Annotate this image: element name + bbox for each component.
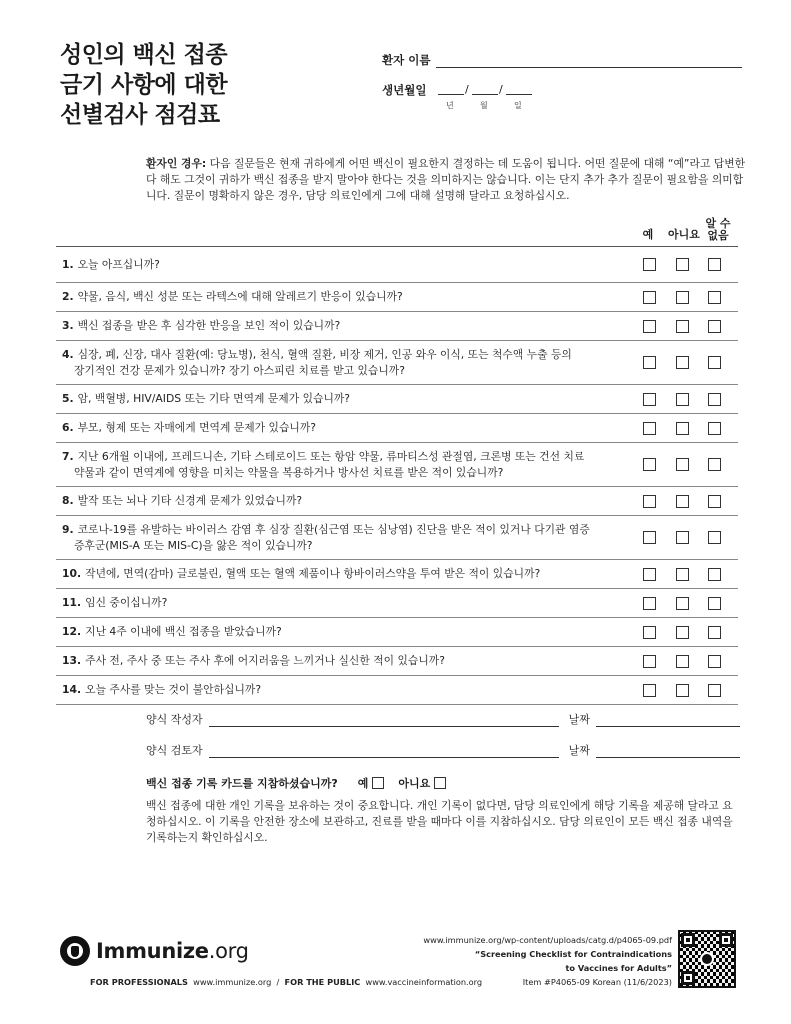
completed-by-label: 양식 작성자 xyxy=(146,713,203,726)
footer-doc-info: www.immunize.org/wp-content/uploads/catg.d/p4065-09.pdf “Screening Checklist for Contraindications to Vaccines for Adults” Item #P4065-09 Korean (11/6/2023) xyxy=(396,933,672,989)
patient-info xyxy=(382,48,742,112)
question-row: 14. 오늘 주사를 맞는 것이 불안하십니까? xyxy=(56,676,738,705)
yes-checkbox[interactable] xyxy=(643,422,656,435)
question-row: 12. 지난 4주 이내에 백신 접종을 받았습니까? xyxy=(56,618,738,647)
unknown-checkbox[interactable] xyxy=(708,258,721,271)
question-row: 13. 주사 전, 주사 중 또는 주사 후에 어지러움을 느끼거나 실신한 적이 있습니까? xyxy=(56,647,738,676)
no-checkbox[interactable] xyxy=(676,422,689,435)
pro-link[interactable]: www.immunize.org xyxy=(193,977,272,987)
qr-code-icon xyxy=(678,930,736,988)
no-checkbox[interactable] xyxy=(676,320,689,333)
question-row: 11. 임신 중이십니까? xyxy=(56,589,738,618)
unknown-checkbox[interactable] xyxy=(708,655,721,668)
question-row: 9. 코로나-19를 유발하는 바이러스 감염 후 심장 질환(심근염 또는 심낭염) 진단을 받은 적이 있거나 다기관 염증 증후군(MIS-A 또는 MIS-C)을 앓은 적이 있습니까? xyxy=(56,516,738,560)
unknown-checkbox[interactable] xyxy=(708,320,721,333)
item-number: Item #P4065-09 Korean (11/6/2023) xyxy=(522,977,672,987)
dob-label: 생년월일 xyxy=(382,83,427,97)
no-checkbox[interactable] xyxy=(676,258,689,271)
question-table xyxy=(56,246,738,705)
question-row: 4. 심장, 폐, 신장, 대사 질환(예: 당뇨병), 천식, 혈액 질환, 비장 제거, 인공 와우 이식, 또는 척수액 누출 등의 장기적인 건강 문제가 있습니까? 장기 아스피린 치료를 받고 있습니까? xyxy=(56,341,738,385)
col-unknown: 알 수 없음 xyxy=(705,217,731,242)
unknown-checkbox[interactable] xyxy=(708,568,721,581)
no-checkbox[interactable] xyxy=(676,458,689,471)
dob-day-field[interactable] xyxy=(506,94,532,95)
record-card-question: 백신 접종 기록 카드를 지참하셨습니까? 예 아니요 xyxy=(146,775,446,791)
card-yes-checkbox[interactable] xyxy=(372,777,384,789)
no-checkbox[interactable] xyxy=(676,531,689,544)
unknown-checkbox[interactable] xyxy=(708,422,721,435)
yes-checkbox[interactable] xyxy=(643,458,656,471)
reviewed-by-label: 양식 검토자 xyxy=(146,744,203,757)
yes-checkbox[interactable] xyxy=(643,393,656,406)
completed-by-row xyxy=(146,711,740,727)
yes-checkbox[interactable] xyxy=(643,291,656,304)
no-checkbox[interactable] xyxy=(676,393,689,406)
yes-checkbox[interactable] xyxy=(643,684,656,697)
yes-checkbox[interactable] xyxy=(643,356,656,369)
question-row: 1. 오늘 아프십니까? xyxy=(56,247,738,283)
intro-body: 다음 질문들은 현재 귀하에게 어떤 백신이 필요한지 결정하는 데 도움이 됩니다. 어떤 질문에 대해 “예”라고 답변한다 해도 그것이 귀하가 백신 접종을 받지 말아야 한다는 것을 의미하지는 않습니다. 이는 단지 추가 추가 질문이 필요함을 의미합니다. 질문이 명확하지 않은 경우, 담당 의료인에게 그에 대해 설명해 달라고 요청하십시오. xyxy=(146,157,746,202)
question-row: 3. 백신 접종을 받은 후 심각한 반응을 보인 적이 있습니까? xyxy=(56,312,738,341)
question-row: 2. 약물, 음식, 백신 성분 또는 라텍스에 대해 알레르기 반응이 있습니까? xyxy=(56,283,738,312)
record-card-question-text: 백신 접종 기록 카드를 지참하셨습니까? xyxy=(146,777,338,790)
unknown-checkbox[interactable] xyxy=(708,531,721,544)
record-card-text: 백신 접종에 대한 개인 기록을 보유하는 것이 중요합니다. 개인 기록이 없다면, 담당 의료인에게 해당 기록을 제공해 달라고 요청하십시오. 이 기록을 안전한 장소에 보관하고, 진료를 받을 때마다 이를 지참하십시오. 담당 의료인이 모든 백신 접종 내역을 기록하는지 확인하십시오. xyxy=(146,799,733,844)
doc-url[interactable]: www.immunize.org/wp-content/uploads/catg.d/p4065-09.pdf xyxy=(423,935,672,945)
reviewed-date-field[interactable] xyxy=(596,748,740,758)
footer-links: FOR PROFESSIONALS www.immunize.org / FOR THE PUBLIC www.vaccineinformation.org xyxy=(90,977,483,987)
date-label: 날짜 xyxy=(568,744,590,757)
yes-checkbox[interactable] xyxy=(643,655,656,668)
no-checkbox[interactable] xyxy=(676,495,689,508)
reviewed-by-row xyxy=(146,742,740,758)
immunize-logo: Immunize.org xyxy=(60,936,249,966)
immunize-logo-icon xyxy=(60,936,90,966)
question-row: 6. 부모, 형제 또는 자매에게 면역계 문제가 있습니까? xyxy=(56,414,738,443)
title-line-3: 선별검사 점검표 xyxy=(60,102,220,128)
no-checkbox[interactable] xyxy=(676,626,689,639)
yes-checkbox[interactable] xyxy=(643,258,656,271)
unknown-checkbox[interactable] xyxy=(708,458,721,471)
question-row: 5. 암, 백혈병, HIV/AIDS 또는 기타 면역계 문제가 있습니까? xyxy=(56,385,738,414)
question-row: 8. 발작 또는 뇌나 기타 신경계 문제가 있었습니까? xyxy=(56,487,738,516)
yes-checkbox[interactable] xyxy=(643,320,656,333)
no-checkbox[interactable] xyxy=(676,597,689,610)
title-line-1: 성인의 백신 접종 xyxy=(60,42,228,68)
unknown-checkbox[interactable] xyxy=(708,684,721,697)
unknown-checkbox[interactable] xyxy=(708,291,721,304)
patient-name-label: 환자 이름 xyxy=(382,53,431,67)
intro-text xyxy=(146,156,746,204)
dob-year-field[interactable] xyxy=(438,94,464,95)
no-checkbox[interactable] xyxy=(676,655,689,668)
no-checkbox[interactable] xyxy=(676,356,689,369)
unknown-checkbox[interactable] xyxy=(708,626,721,639)
completed-by-field[interactable] xyxy=(209,717,559,727)
yes-checkbox[interactable] xyxy=(643,568,656,581)
card-no-checkbox[interactable] xyxy=(434,777,446,789)
dob-month-field[interactable] xyxy=(472,94,498,95)
unknown-checkbox[interactable] xyxy=(708,597,721,610)
dob-day-unit: 일 xyxy=(514,101,522,110)
public-link[interactable]: www.vaccineinformation.org xyxy=(365,977,483,987)
yes-checkbox[interactable] xyxy=(643,597,656,610)
dob-year-unit: 년 xyxy=(446,101,454,110)
no-checkbox[interactable] xyxy=(676,568,689,581)
question-row: 7. 지난 6개월 이내에, 프레드니손, 기타 스테로이드 또는 항암 약물, 류마티스성 관절염, 크론병 또는 건선 치료 약물과 같이 면역계에 영향을 미치는 약물을 복용하거나 방사선 치료를 받은 적이 있습니까? xyxy=(56,443,738,487)
yes-checkbox[interactable] xyxy=(643,626,656,639)
yes-checkbox[interactable] xyxy=(643,495,656,508)
dob-month-unit: 월 xyxy=(480,101,488,110)
patient-name-field[interactable] xyxy=(436,56,742,68)
page-title xyxy=(60,40,350,130)
yes-checkbox[interactable] xyxy=(643,531,656,544)
col-yes: 예 xyxy=(642,228,654,241)
intro-lead: 환자인 경우: xyxy=(146,157,207,170)
question-row: 10. 작년에, 면역(감마) 글로불린, 혈액 또는 혈액 제품이나 항바이러스약을 투여 받은 적이 있습니까? xyxy=(56,560,738,589)
col-no: 아니요 xyxy=(668,228,700,241)
date-label: 날짜 xyxy=(568,713,590,726)
unknown-checkbox[interactable] xyxy=(708,393,721,406)
completed-date-field[interactable] xyxy=(596,717,740,727)
no-checkbox[interactable] xyxy=(676,291,689,304)
unknown-checkbox[interactable] xyxy=(708,495,721,508)
title-line-2: 금기 사항에 대한 xyxy=(60,72,228,98)
unknown-checkbox[interactable] xyxy=(708,356,721,369)
reviewed-by-field[interactable] xyxy=(209,748,559,758)
dob-row: 생년월일 / / 년 월 일 xyxy=(382,82,742,112)
no-checkbox[interactable] xyxy=(676,684,689,697)
